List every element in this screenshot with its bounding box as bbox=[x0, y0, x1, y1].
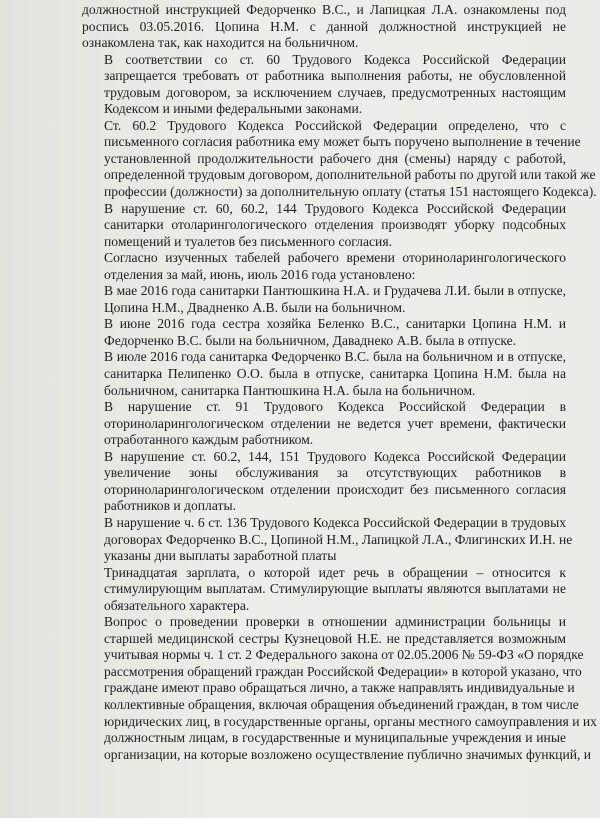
text-line: Федорченко В.С. были на больничном, Даваднеко А.В. была в отпуске. bbox=[104, 332, 517, 348]
text-line: В нарушение ст. 60.2, 144, 151 Трудового Кодекса Российской Федерации bbox=[104, 448, 566, 464]
text-line: Ст. 60.2 Трудового Кодекса Российской Федерации определено, что с bbox=[104, 117, 566, 133]
text-line: юридических лиц, в государственные органы, органы местного самоуправления и их bbox=[104, 713, 597, 729]
paragraph bbox=[82, 349, 566, 399]
paragraph bbox=[82, 565, 566, 615]
paragraph bbox=[82, 283, 566, 316]
text-line: санитарки отоларингологического отделения производят уборку подсобных bbox=[104, 217, 566, 233]
paragraph bbox=[82, 2, 566, 52]
text-line: В июне 2016 года сестра хозяйка Беленко В.С., санитарки Цопина Н.М. и bbox=[104, 316, 566, 332]
text-line: Кодексом и иными федеральными законами. bbox=[104, 101, 363, 117]
text-line: В соответствии со ст. 60 Трудового Кодекса Российской Федерации bbox=[104, 51, 566, 67]
text-line: В нарушение ст. 91 Трудового Кодекса Российской Федерации в bbox=[104, 399, 566, 415]
text-line: оториноларингологическом отделении происходит без письменного согласия bbox=[104, 481, 566, 497]
text-line: граждане имеют право обращаться лично, а также направлять индивидуальные и bbox=[104, 680, 575, 696]
paragraph bbox=[82, 201, 566, 251]
text-line: указаны дни выплаты заработной платы bbox=[104, 548, 337, 564]
text-line: рассмотрения обращений граждан Российской Федерации» в которой указано, что bbox=[104, 663, 582, 679]
paragraph bbox=[82, 316, 566, 349]
text-line: Цопина Н.М., Двадненко А.В. были на больничном. bbox=[104, 299, 406, 315]
text-line: должностным лицам, в государственные и муниципальные учреждения и иные bbox=[104, 730, 566, 746]
text-line: письменного согласия работника ему может быть поручено выполнение в течение bbox=[104, 134, 581, 150]
text-line: запрещается требовать от работника выполнения работы, не обусловленной bbox=[104, 68, 566, 84]
paragraph bbox=[82, 514, 573, 565]
text-line: отделения за май, июнь, июль 2016 года установлено: bbox=[104, 266, 416, 282]
text-line: оториноларингологическом отделении не ведется учет времени, фактически bbox=[104, 415, 566, 431]
text-line: обязательного характера. bbox=[104, 597, 250, 613]
paragraph bbox=[82, 52, 566, 118]
text-line: старшей медицинской сестры Кузнецовой Н.Е. не представляется возможным bbox=[104, 630, 566, 646]
text-line: ознакомлена так, как находится на больничном. bbox=[82, 35, 359, 51]
text-line: Тринадцатая зарплата, о которой идет речь в обращении – относится к bbox=[104, 564, 566, 580]
text-line: учитывая нормы ч. 1 ст. 2 Федерального закона от 02.05.2006 № 59-ФЗ «О порядке bbox=[104, 647, 584, 663]
text-line: отработанного каждым работником. bbox=[104, 432, 314, 448]
text-line: санитарка Пелипенко О.О. была в отпуске, санитарка Цопина Н.М. была на bbox=[104, 366, 566, 382]
text-line: В июле 2016 года санитарка Федорченко В.С. была на больничном и в отпуске, bbox=[104, 349, 566, 365]
text-line: роспись 03.05.2016. Цопина Н.М. с данной должностной инструкцией не bbox=[82, 18, 566, 34]
text-line: организации, на которые возложено осуществление публично значимых функций, и bbox=[104, 746, 592, 762]
paragraph bbox=[82, 449, 566, 515]
text-line: определенной трудовым договором, дополнительной работы по другой или такой же bbox=[104, 167, 596, 183]
text-line: трудовым договором, за исключением случаев, предусмотренных настоящим bbox=[104, 84, 566, 100]
text-line: больничном, санитарка Пантюшкина Н.А. была на больничном. bbox=[104, 382, 476, 398]
text-line: договорах Федорченко В.С., Цопиной Н.М., Лапицкой Л.А., Флигинских И.Н. не bbox=[104, 531, 573, 547]
text-line: В нарушение ст. 60, 60.2, 144 Трудового Кодекса Российской Федерации bbox=[104, 200, 566, 216]
text-line: Вопрос о проведении проверки в отношении администрации больницы и bbox=[104, 614, 566, 630]
text-line: увеличение зоны обслуживания за отсутствующих работников в bbox=[104, 465, 566, 481]
paragraph bbox=[82, 117, 597, 201]
text-line: В мае 2016 года санитарки Пантюшкина Н.А. и Грудачева Л.И. были в отпуске, bbox=[104, 283, 566, 299]
text-line: профессии (должности) за дополнительную оплату (статья 151 настоящего Кодекса). bbox=[104, 184, 597, 200]
paragraph bbox=[82, 614, 597, 763]
text-line: должностной инструкцией Федорченко В.С., и Лапицкая Л.А. ознакомлены под bbox=[82, 2, 566, 17]
paragraph bbox=[82, 250, 566, 283]
text-line: В нарушение ч. 6 ст. 136 Трудового Кодекса Российской Федерации в трудовых bbox=[104, 514, 566, 530]
text-line: работников и доплаты. bbox=[104, 498, 236, 514]
paragraph bbox=[82, 399, 566, 449]
text-line: Согласно изученных табелей рабочего времени оториноларингологического bbox=[104, 250, 566, 266]
text-line: установленной продолжительности рабочего дня (смены) наряду с работой, bbox=[104, 150, 566, 166]
text-line: стимулирующим выплатам. Стимулирующие выплаты являются выплатами не bbox=[104, 581, 566, 597]
text-line: помещений и туалетов без письменного согласия. bbox=[104, 233, 392, 249]
text-line: коллективные обращения, включая обращения объединений граждан, в том числе bbox=[104, 696, 579, 712]
